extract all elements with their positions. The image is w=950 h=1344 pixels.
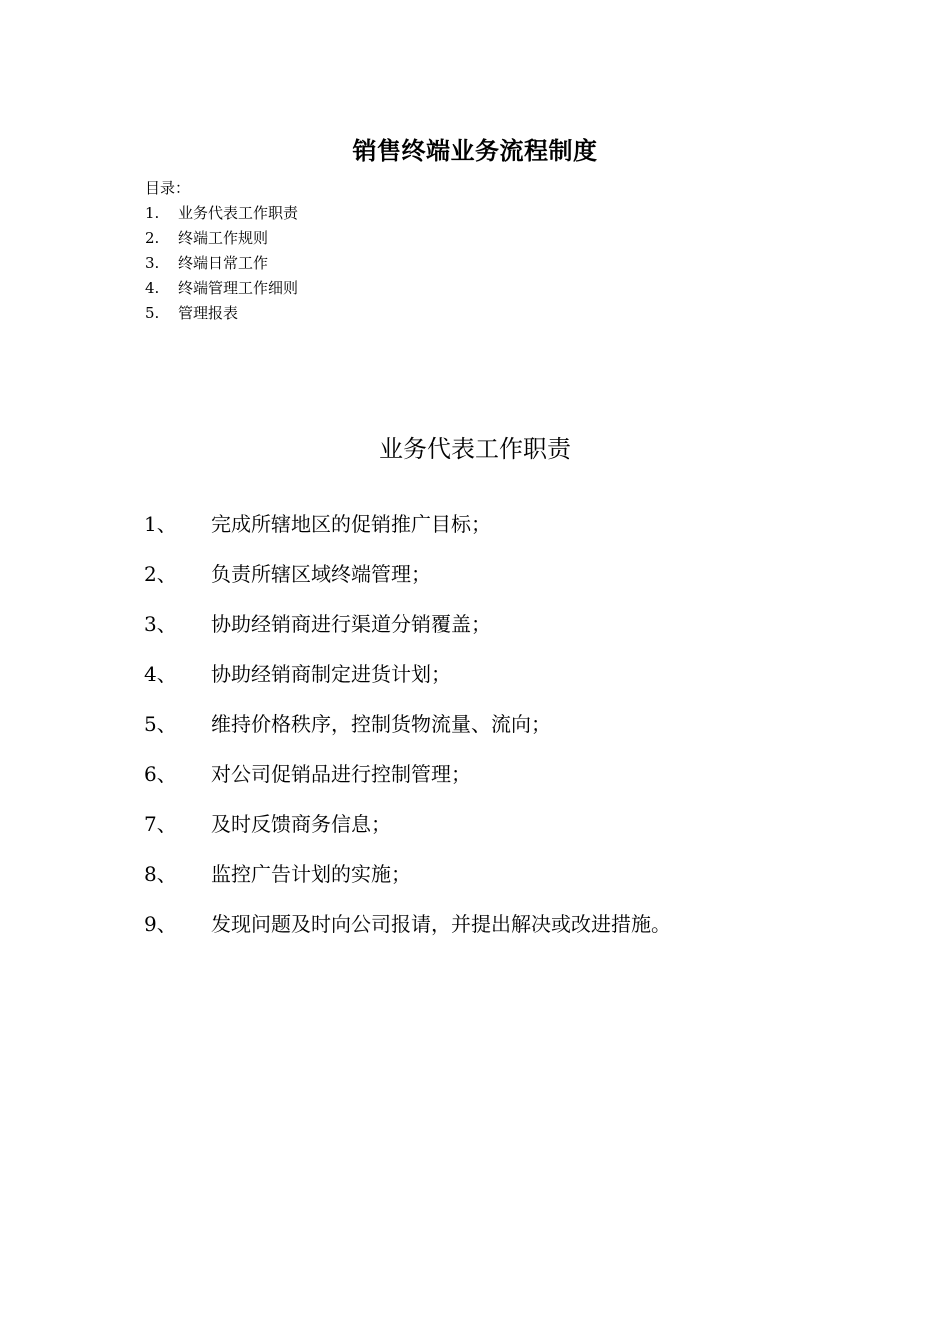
toc-item-label: 终端工作规则 — [178, 229, 269, 247]
duty-number: 7、 — [144, 812, 177, 836]
toc-item — [145, 226, 298, 251]
duty-number: 5、 — [144, 712, 177, 736]
toc-heading: 目录： — [145, 179, 191, 197]
list-item — [144, 605, 671, 655]
duty-text: 协助经销商进行渠道分销覆盖； — [211, 612, 491, 636]
toc-item — [145, 301, 298, 326]
toc-item-number: 1. — [145, 204, 160, 222]
list-item — [144, 855, 671, 905]
toc-item-label: 管理报表 — [178, 304, 239, 322]
table-of-contents — [145, 176, 298, 326]
document-title: 销售终端业务流程制度 — [352, 137, 598, 165]
toc-item-label: 终端管理工作细则 — [178, 279, 299, 297]
toc-item — [145, 276, 298, 301]
duty-number: 9、 — [144, 912, 177, 936]
toc-item-label: 业务代表工作职责 — [178, 204, 299, 222]
duty-number: 1、 — [144, 512, 177, 536]
list-item — [144, 555, 671, 605]
duty-text: 负责所辖区域终端管理； — [211, 562, 431, 586]
duty-number: 3、 — [144, 612, 177, 636]
duty-text: 完成所辖地区的促销推广目标； — [211, 512, 491, 536]
list-item — [144, 705, 671, 755]
toc-item-number: 2. — [145, 229, 160, 247]
duty-number: 4、 — [144, 662, 177, 686]
list-item — [144, 805, 671, 855]
duty-text: 维持价格秩序，控制货物流量、流向； — [211, 712, 551, 736]
toc-item — [145, 251, 298, 276]
toc-item-number: 3. — [145, 254, 160, 272]
duty-text: 对公司促销品进行控制管理； — [211, 762, 471, 786]
toc-item-number: 5. — [145, 304, 160, 322]
toc-item-number: 4. — [145, 279, 160, 297]
duty-text: 协助经销商制定进货计划； — [211, 662, 451, 686]
toc-item-label: 终端日常工作 — [178, 254, 269, 272]
list-item — [144, 755, 671, 805]
duty-number: 2、 — [144, 562, 177, 586]
duty-text: 及时反馈商务信息； — [211, 812, 391, 836]
section-title: 业务代表工作职责 — [379, 435, 571, 463]
duty-text: 监控广告计划的实施； — [211, 862, 411, 886]
duty-text: 发现问题及时向公司报请，并提出解决或改进措施。 — [211, 912, 671, 936]
list-item — [144, 905, 671, 955]
duty-list — [144, 505, 671, 955]
duty-number: 6、 — [144, 762, 177, 786]
list-item — [144, 655, 671, 705]
toc-item — [145, 201, 298, 226]
duty-number: 8、 — [144, 862, 177, 886]
list-item — [144, 505, 671, 555]
